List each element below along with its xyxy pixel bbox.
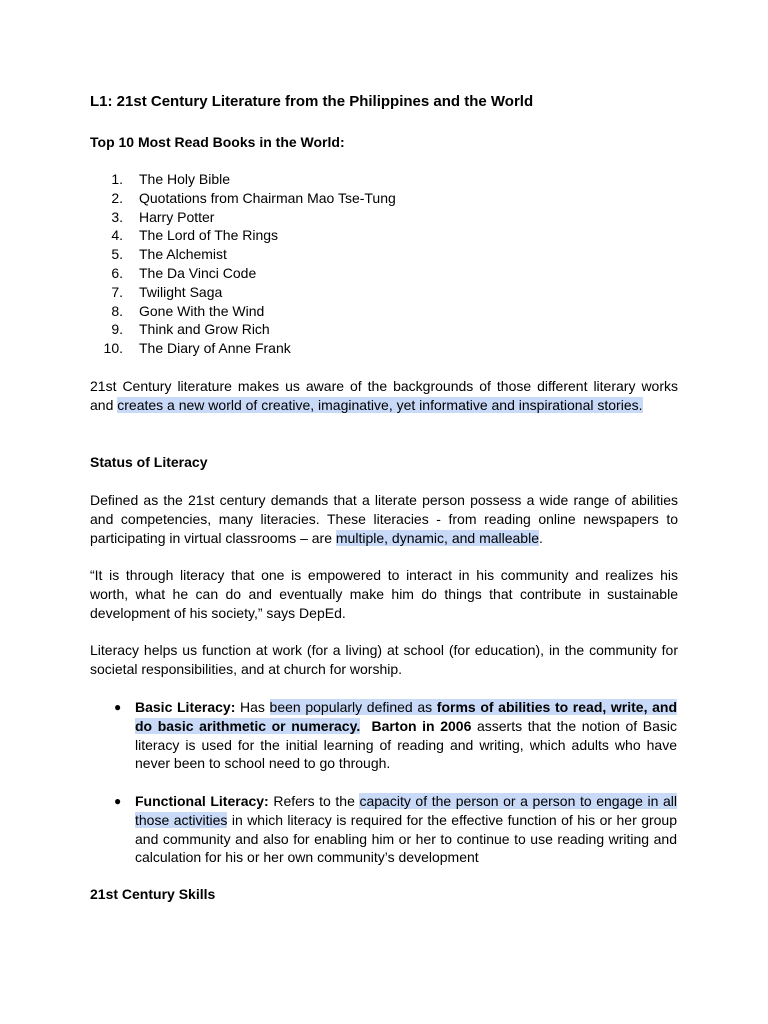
highlighted-text: been popularly defined as forms of abilities to read, write, and do basic arithmetic or numeracy. — [135, 699, 677, 734]
list-item: 8. Gone With the Wind — [111, 302, 265, 319]
list-item: 6. The Da Vinci Code — [111, 264, 257, 281]
list-item: 3. Harry Potter — [111, 208, 215, 225]
paragraph-defined: Defined as the 21st century demands that a literate person possess a wide range of abilities and competencies, many literacies. These literacies - from reading online newspapers to participating in virtual classrooms – are multiple, dynamic, and malleable. — [90, 492, 678, 546]
list-item: 4. The Lord of The Rings — [111, 227, 279, 244]
highlighted-text: multiple, dynamic, and malleable — [335, 529, 539, 546]
list-item: 10. The Diary of Anne Frank — [103, 340, 291, 357]
books-heading: Top 10 Most Read Books in the World: — [90, 134, 345, 150]
paragraph-quote: “It is through literacy that one is empowered to interact in his community and realizes his worth, what he can do and eventually make him do things that contribute in sustainable development of his society,” says DepEd. — [90, 567, 678, 621]
bullet-icon: ● — [114, 700, 122, 714]
document-title: L1: 21st Century Literature from the Philippines and the World — [90, 93, 534, 110]
list-item: 1. The Holy Bible — [111, 171, 231, 187]
bullet-icon: ● — [114, 794, 122, 808]
paragraph-21st-century: 21st Century literature makes us aware of the backgrounds of those different literary works and creates a new world of creative, imaginative, yet informative and inspirational stories. — [90, 378, 678, 413]
list-item: 5. The Alchemist — [111, 246, 227, 263]
document-page: L1: 21st Century Literature from the Philippines and the World Top 10 Most Read Books in the World: 1. The Holy Bible 2. Quotations from Chairman Mao Tse-Tung 3. Harry Potter 4. The Lord of The Rings 5. The Alchemist 6. The Da Vinci Code 7. Twilight Saga 8. Gone With the Wind 9. Think and Grow Rich 10. The Diary of Anne Frank 21st Century literature makes us aware of the backgrounds of those different literary works and creates a new world of creative, imaginative, yet informative and inspirational stories. Status of Literacy Defined as the 21st century demands that a literate person possess a wide range of abilities and competencies, many literacies. These literacies - from reading online newspapers to participating in virtual classrooms – are multiple, dynamic, and malleable. “It is through literacy that one is empowered to interact in his community and realizes his worth, what he can do and eventually make him do things that contribute in sustainable development of his society,” says DepEd. Literacy helps us function at work (for a living) at school (for education), in the community for societal responsibilities, and at church for worship. ● Basic Literacy: Has been popularly defined as forms of abilities to read, write, and do basic arithmetic or numeracy. Barton in 2006 asserts that the notion of Basic literacy is used for the initial learning of reading and writing, which adults who have never been to school need to go through. ● Functional Literacy: Refers to the capacity of the person or a person to engage in all those activities in which literacy is required for the effective function of his or her group and community and also for enabling him or her to continue to use reading writing and calculation for his or her own community’s development 21st Century Skills — [90, 93, 678, 902]
highlighted-text: capacity of the person or a person to engage in all those activities — [135, 793, 678, 828]
list-item: 7. Twilight Saga — [111, 283, 223, 300]
list-item: 9. Think and Grow Rich — [111, 321, 270, 338]
status-heading: Status of Literacy — [90, 454, 208, 470]
skills-heading: 21st Century Skills — [90, 886, 216, 902]
paragraph-helps: Literacy helps us function at work (for a living) at school (for education), in the community for societal responsibilities, and at church for worship. — [90, 642, 678, 677]
list-item: 2. Quotations from Chairman Mao Tse-Tung — [111, 189, 396, 206]
books-list — [90, 170, 396, 358]
highlighted-text: creates a new world of creative, imaginative, yet informative and inspirational stories. — [117, 396, 643, 413]
